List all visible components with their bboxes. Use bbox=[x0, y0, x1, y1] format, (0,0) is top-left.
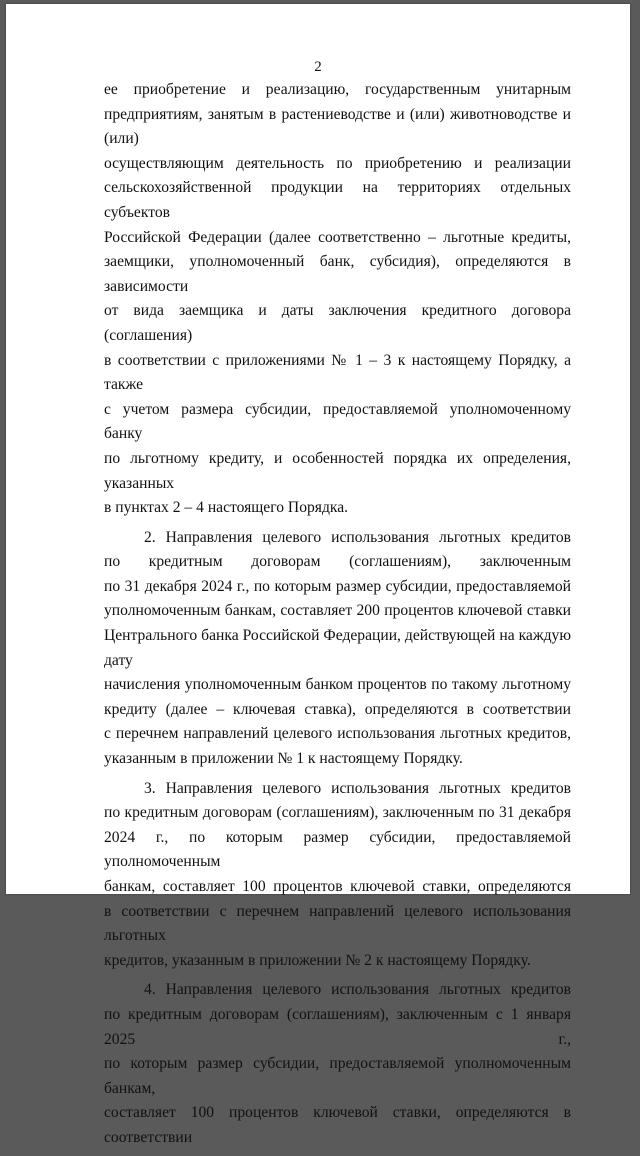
text-line: по кредитным договорам (соглашениям), заключенным по 31 декабря bbox=[104, 804, 571, 822]
text-line: банкам, составляет 100 процентов ключевой ставки, определяются bbox=[104, 878, 571, 895]
text-line: с учетом размера субсидии, предоставляемой уполномоченному банку bbox=[104, 400, 571, 443]
text-line: 4. Направления целевого использования льготных кредитов bbox=[144, 981, 571, 999]
text-line: 2024 г., по которым размер субсидии, предоставляемой уполномоченным bbox=[104, 828, 571, 871]
text-line: заемщики, уполномоченный банк, субсидия), определяются в зависимости bbox=[104, 253, 571, 295]
text-line: 3. Направления целевого использования льготных кредитов bbox=[144, 779, 571, 797]
page-number: 2 bbox=[314, 59, 322, 75]
text-line: по кредитным договорам (соглашениям), заключенным bbox=[104, 553, 571, 571]
text-line: сельскохозяйственной продукции на территориях отдельных субъектов bbox=[104, 179, 571, 221]
text-line: по которым размер субсидии, предоставляемой уполномоченным банкам, bbox=[104, 1055, 571, 1097]
paragraph-p2 bbox=[104, 526, 571, 772]
text-line: от вида заемщика и даты заключения кредитного договора (соглашения) bbox=[104, 302, 571, 344]
text-line: 2. Направления целевого использования льготных кредитов bbox=[144, 528, 571, 546]
text-line: в соответствии с приложениями № 1 – 3 к настоящему Порядку, а также bbox=[104, 351, 571, 394]
text-line: в пунктах 2 – 4 настоящего Порядка. bbox=[104, 499, 349, 517]
document-body bbox=[104, 78, 571, 1156]
text-line: по льготному кредиту, и особенностей порядка их определения, указанных bbox=[104, 449, 571, 492]
text-line: по кредитным договорам (соглашениям), заключенным с 1 января 2025 г., bbox=[104, 1005, 571, 1048]
text-line: Российской Федерации (далее соответственно – льготные кредиты, bbox=[104, 228, 571, 246]
paragraph-p3 bbox=[104, 777, 571, 974]
text-line: уполномоченным банкам, составляет 200 процентов ключевой ставки bbox=[104, 602, 571, 620]
text-line: Центрального банка Российской Федерации, действующей на каждую дату bbox=[104, 627, 571, 669]
text-line: осуществляющим деятельность по приобретению и реализации bbox=[104, 154, 571, 172]
text-line: ее приобретение и реализацию, государственным унитарным bbox=[104, 81, 571, 98]
paragraph-p1 bbox=[104, 78, 571, 521]
text-line: по 31 декабря 2024 г., по которым размер субсидии, предоставляемой bbox=[104, 577, 571, 595]
text-line: начисления уполномоченным банком процентов по такому льготному bbox=[104, 676, 571, 694]
text-line: в соответствии с перечнем направлений целевого использования льготных bbox=[104, 902, 571, 945]
text-line: кредитов, указанным в приложении № 2 к настоящему Порядку. bbox=[104, 951, 531, 969]
text-line: указанным в приложении № 1 к настоящему Порядку. bbox=[104, 750, 463, 768]
text-line: с перечнем направлений целевого использования льготных кредитов, bbox=[104, 725, 571, 743]
document-page bbox=[6, 4, 630, 1146]
text-line: составляет 100 процентов ключевой ставки, определяются в соответствии bbox=[104, 1104, 571, 1146]
text-line: предприятиям, занятым в растениеводстве и (или) животноводстве и (или) bbox=[104, 105, 571, 148]
paragraph-p4 bbox=[104, 978, 571, 1150]
text-line: кредиту (далее – ключевая ставка), определяются в соответствии bbox=[104, 700, 571, 718]
